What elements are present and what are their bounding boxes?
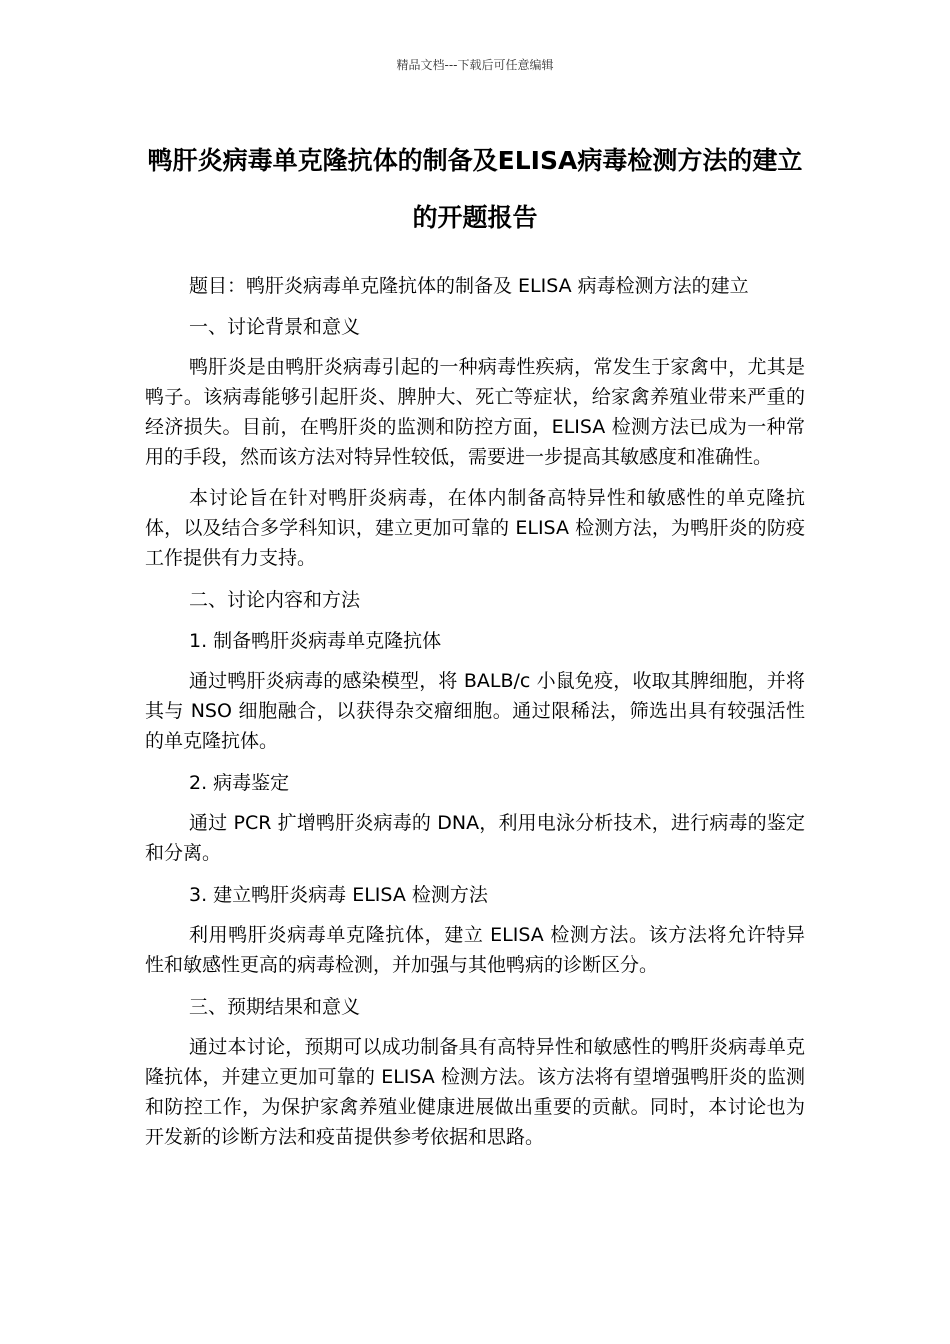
topic-line: 题目：鸭肝炎病毒单克隆抗体的制备及 ELISA 病毒检测方法的建立 [189,275,749,297]
section-heading-content-methods: 二、讨论内容和方法 [189,589,361,611]
header-note: 精品文档---下载后可任意编辑 [396,58,554,72]
section-heading-background: 一、讨论背景和意义 [189,316,361,338]
method-text-identification: 通过 PCR 扩增鸭肝炎病毒的 DNA，利用电泳分析技术，进行病毒的鉴定和分离。 [145,812,805,864]
background-paragraph-2: 本讨论旨在针对鸭肝炎病毒，在体内制备高特异性和敏感性的单克隆抗体，以及结合多学科知识，建立更加可靠的 ELISA 检测方法，为鸭肝炎的防疫工作提供有力支持。 [145,487,805,569]
background-paragraph-1: 鸭肝炎是由鸭肝炎病毒引起的一种病毒性疾病，常发生于家禽中，尤其是鸭子。该病毒能够引起肝炎、脾肿大、死亡等症状，给家禽养殖业带来严重的经济损失。目前，在鸭肝炎的监测和防控方面，ELISA 检测方法已成为一种常用的手段，然而该方法对特异性较低，需要进一步提高其敏感度和准确性。 [145,356,805,468]
method-heading-elisa: 3. 建立鸭肝炎病毒 ELISA 检测方法 [189,884,488,906]
method-heading-identification: 2. 病毒鉴定 [189,772,290,794]
method-text-antibody: 通过鸭肝炎病毒的感染模型，将 BALB/c 小鼠免疫，收取其脾细胞，并将其与 NSO 细胞融合，以获得杂交瘤细胞。通过限稀法，筛选出具有较强活性的单克隆抗体。 [145,670,805,752]
method-heading-antibody: 1. 制备鸭肝炎病毒单克隆抗体 [189,630,442,652]
document-title: 鸭肝炎病毒单克隆抗体的制备及ELISA病毒检测方法的建立的开题报告 [147,146,803,232]
expected-results-paragraph: 通过本讨论，预期可以成功制备具有高特异性和敏感性的鸭肝炎病毒单克隆抗体，并建立更加可靠的 ELISA 检测方法。该方法将有望增强鸭肝炎的监测和防控工作，为保护家禽养殖业健康进展做出重要的贡献。同时，本讨论也为开发新的诊断方法和疫苗提供参考依据和思路。 [145,1036,805,1148]
document-body [145,270,805,1163]
method-text-elisa: 利用鸭肝炎病毒单克隆抗体，建立 ELISA 检测方法。该方法将允许特异性和敏感性更高的病毒检测，并加强与其他鸭病的诊断区分。 [145,924,805,976]
section-heading-expected-results: 三、预期结果和意义 [189,996,361,1018]
